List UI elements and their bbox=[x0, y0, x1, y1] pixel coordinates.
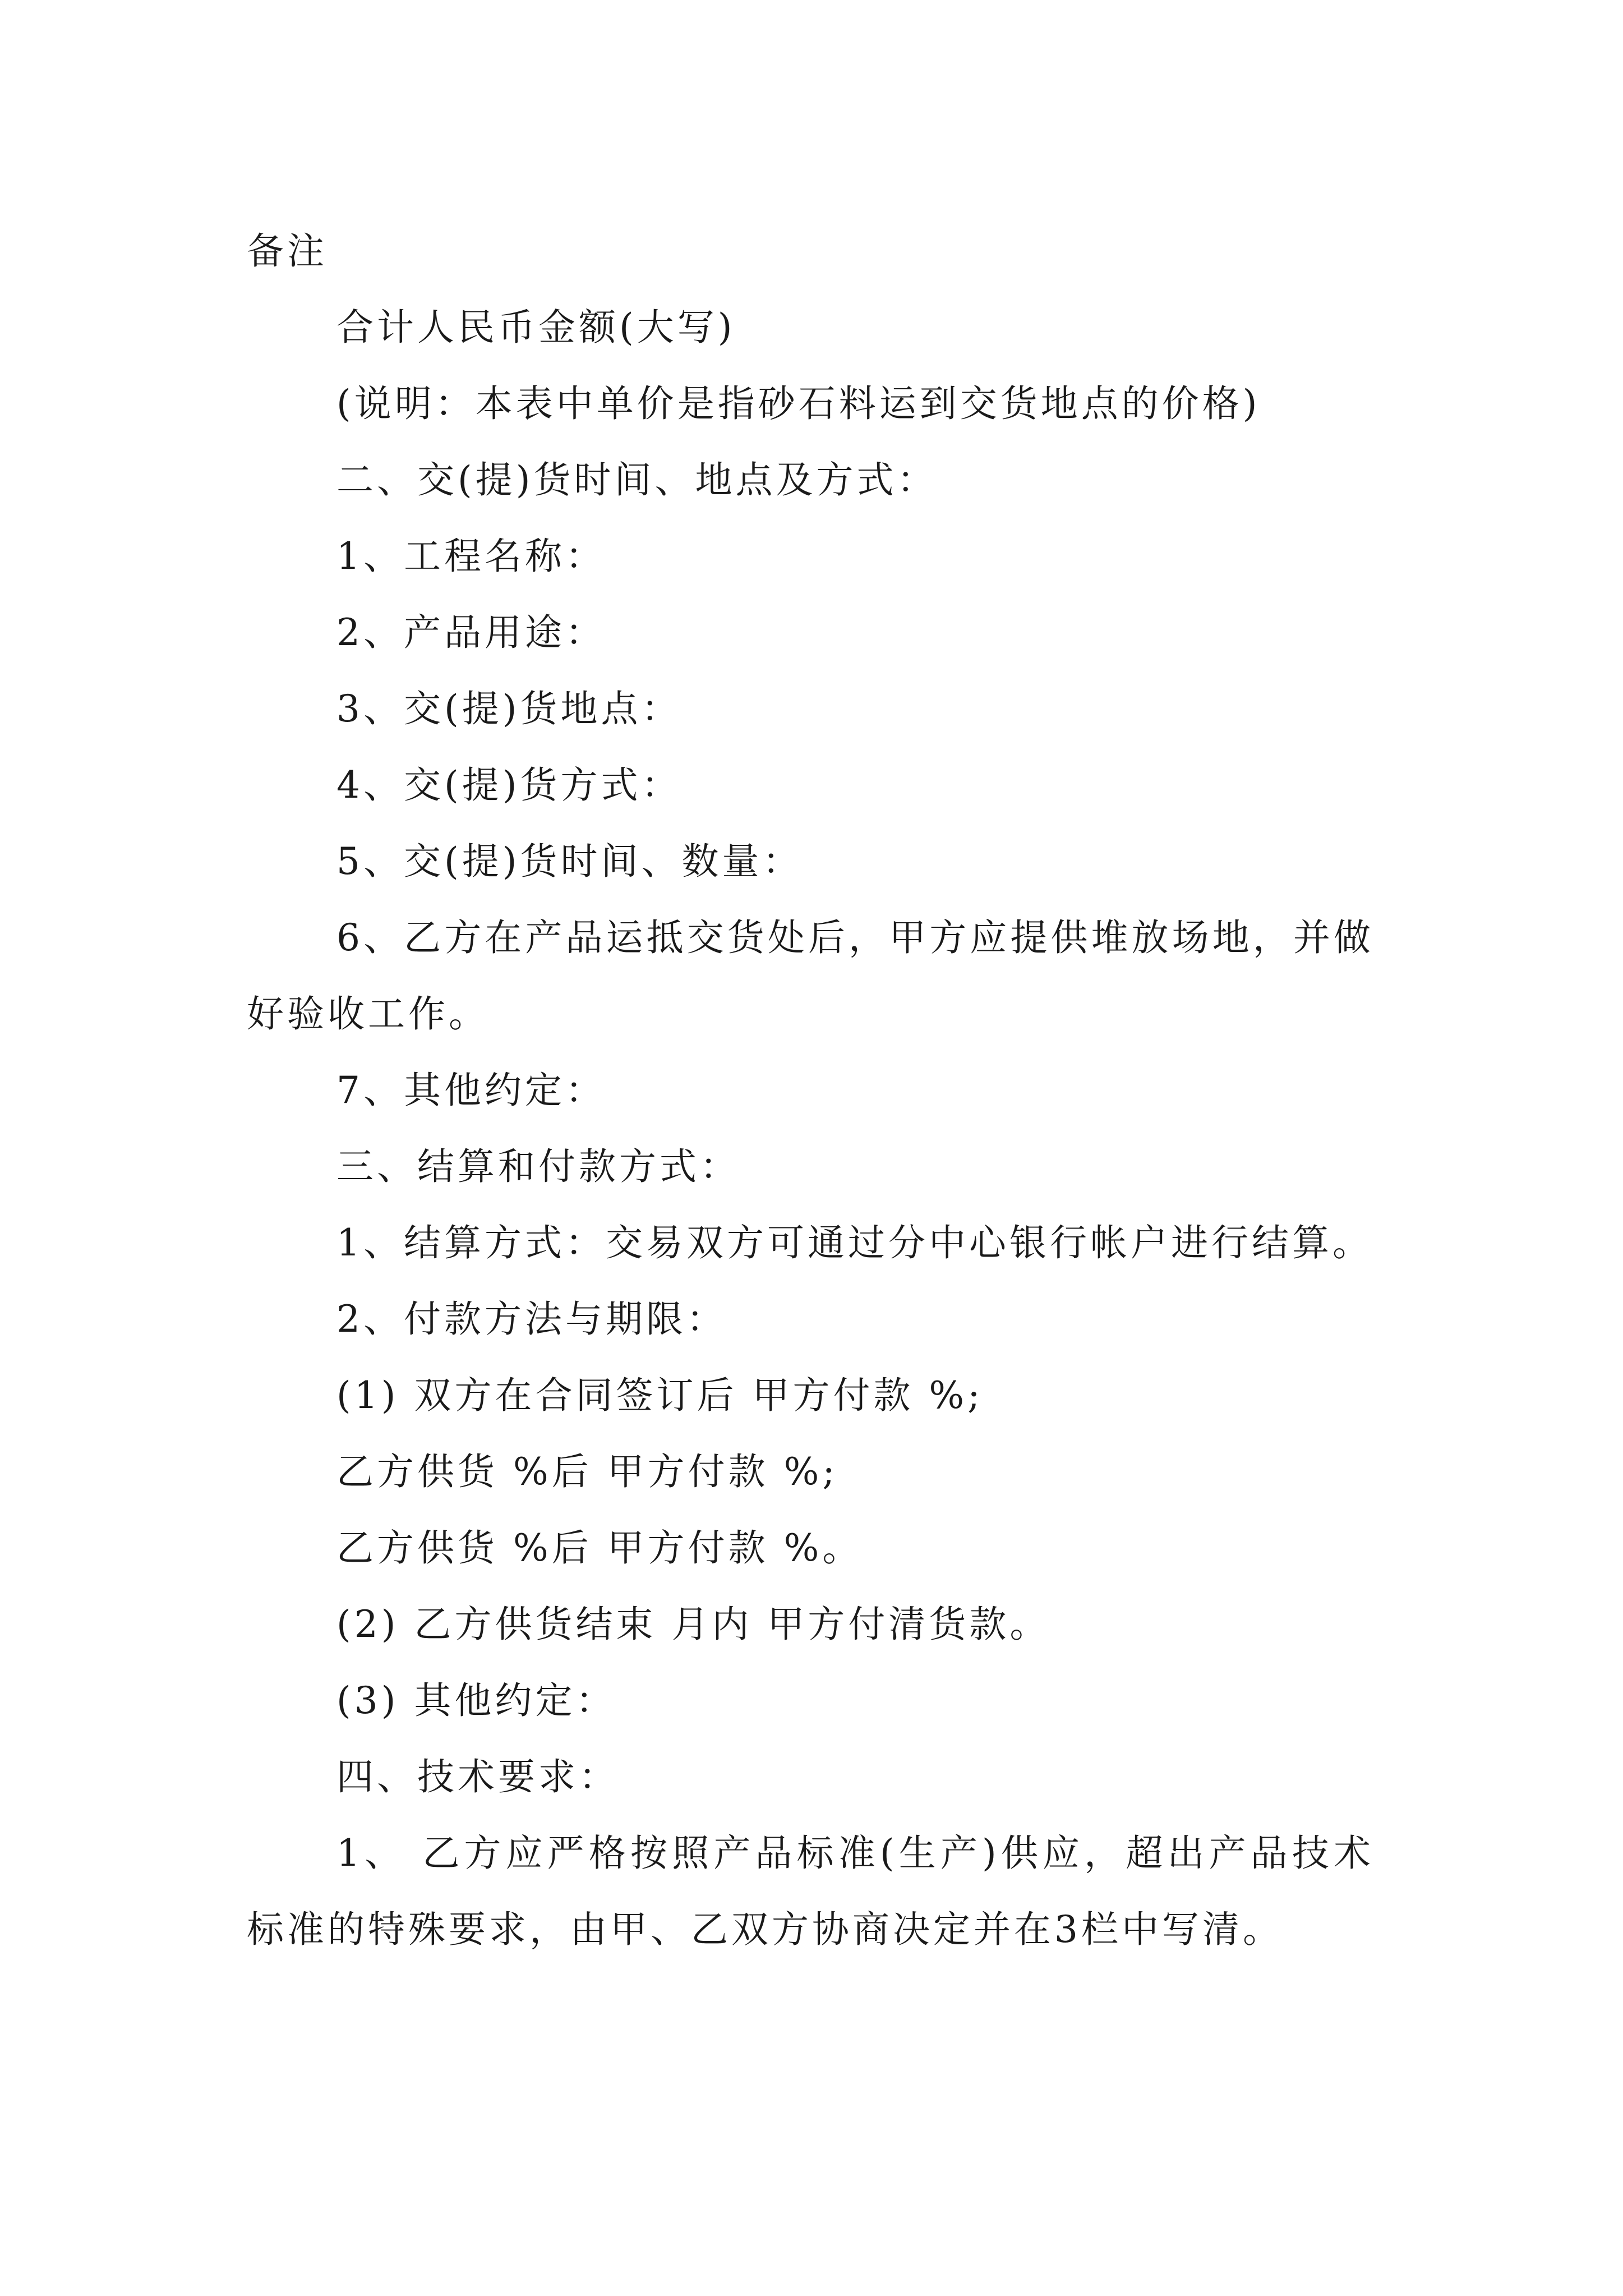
section-heading-technical: 四、技术要求： bbox=[336, 1755, 619, 1798]
list-item-storage-inspection: 6、乙方在产品运抵交货处后，甲方应提供堆放场地，并做好验收工作。 bbox=[247, 916, 1374, 1036]
list-item-delivery-time: 5、交(提)货时间、数量： bbox=[336, 840, 803, 883]
payment-clause-1: (1) 双方在合同签订后 甲方付款 %; bbox=[336, 1374, 984, 1417]
list-item-payment-terms: 2、付款方法与期限： bbox=[336, 1297, 727, 1341]
list-item-settlement-method: 1、结算方式：交易双方可通过分中心银行帐户进行结算。 bbox=[336, 1221, 1373, 1264]
payment-clause-1c: 乙方供货 %后 甲方付款 %。 bbox=[336, 1526, 863, 1570]
list-item-delivery-method: 4、交(提)货方式： bbox=[336, 763, 682, 807]
list-item-other-agreements: 7、其他约定： bbox=[336, 1069, 606, 1112]
section-heading-settlement: 三、结算和付款方式： bbox=[336, 1145, 740, 1188]
payment-clause-2: (2) 乙方供货结束 月内 甲方付清货款。 bbox=[336, 1603, 1050, 1646]
list-item-project-name: 1、工程名称： bbox=[336, 535, 606, 578]
payment-clause-1b: 乙方供货 %后 甲方付款 %; bbox=[336, 1450, 838, 1493]
paragraph-remarks: 备注 bbox=[247, 229, 328, 273]
list-item-technical-standard: 1、 乙方应严格按照产品标准(生产)供应，超出产品技术标准的特殊要求，由甲、乙双方协商决定并在3栏中写清。 bbox=[247, 1832, 1374, 1951]
paragraph-price-note: (说明：本表中单价是指砂石料运到交货地点的价格) bbox=[336, 382, 1261, 425]
payment-clause-3: (3) 其他约定： bbox=[336, 1679, 616, 1722]
section-heading-delivery: 二、交(提)货时间、地点及方式： bbox=[336, 458, 938, 501]
document-body bbox=[247, 213, 1374, 1968]
list-item-product-use: 2、产品用途： bbox=[336, 611, 606, 654]
list-item-delivery-location: 3、交(提)货地点： bbox=[336, 687, 682, 730]
paragraph-total-amount: 合计人民币金额(大写) bbox=[336, 306, 736, 349]
